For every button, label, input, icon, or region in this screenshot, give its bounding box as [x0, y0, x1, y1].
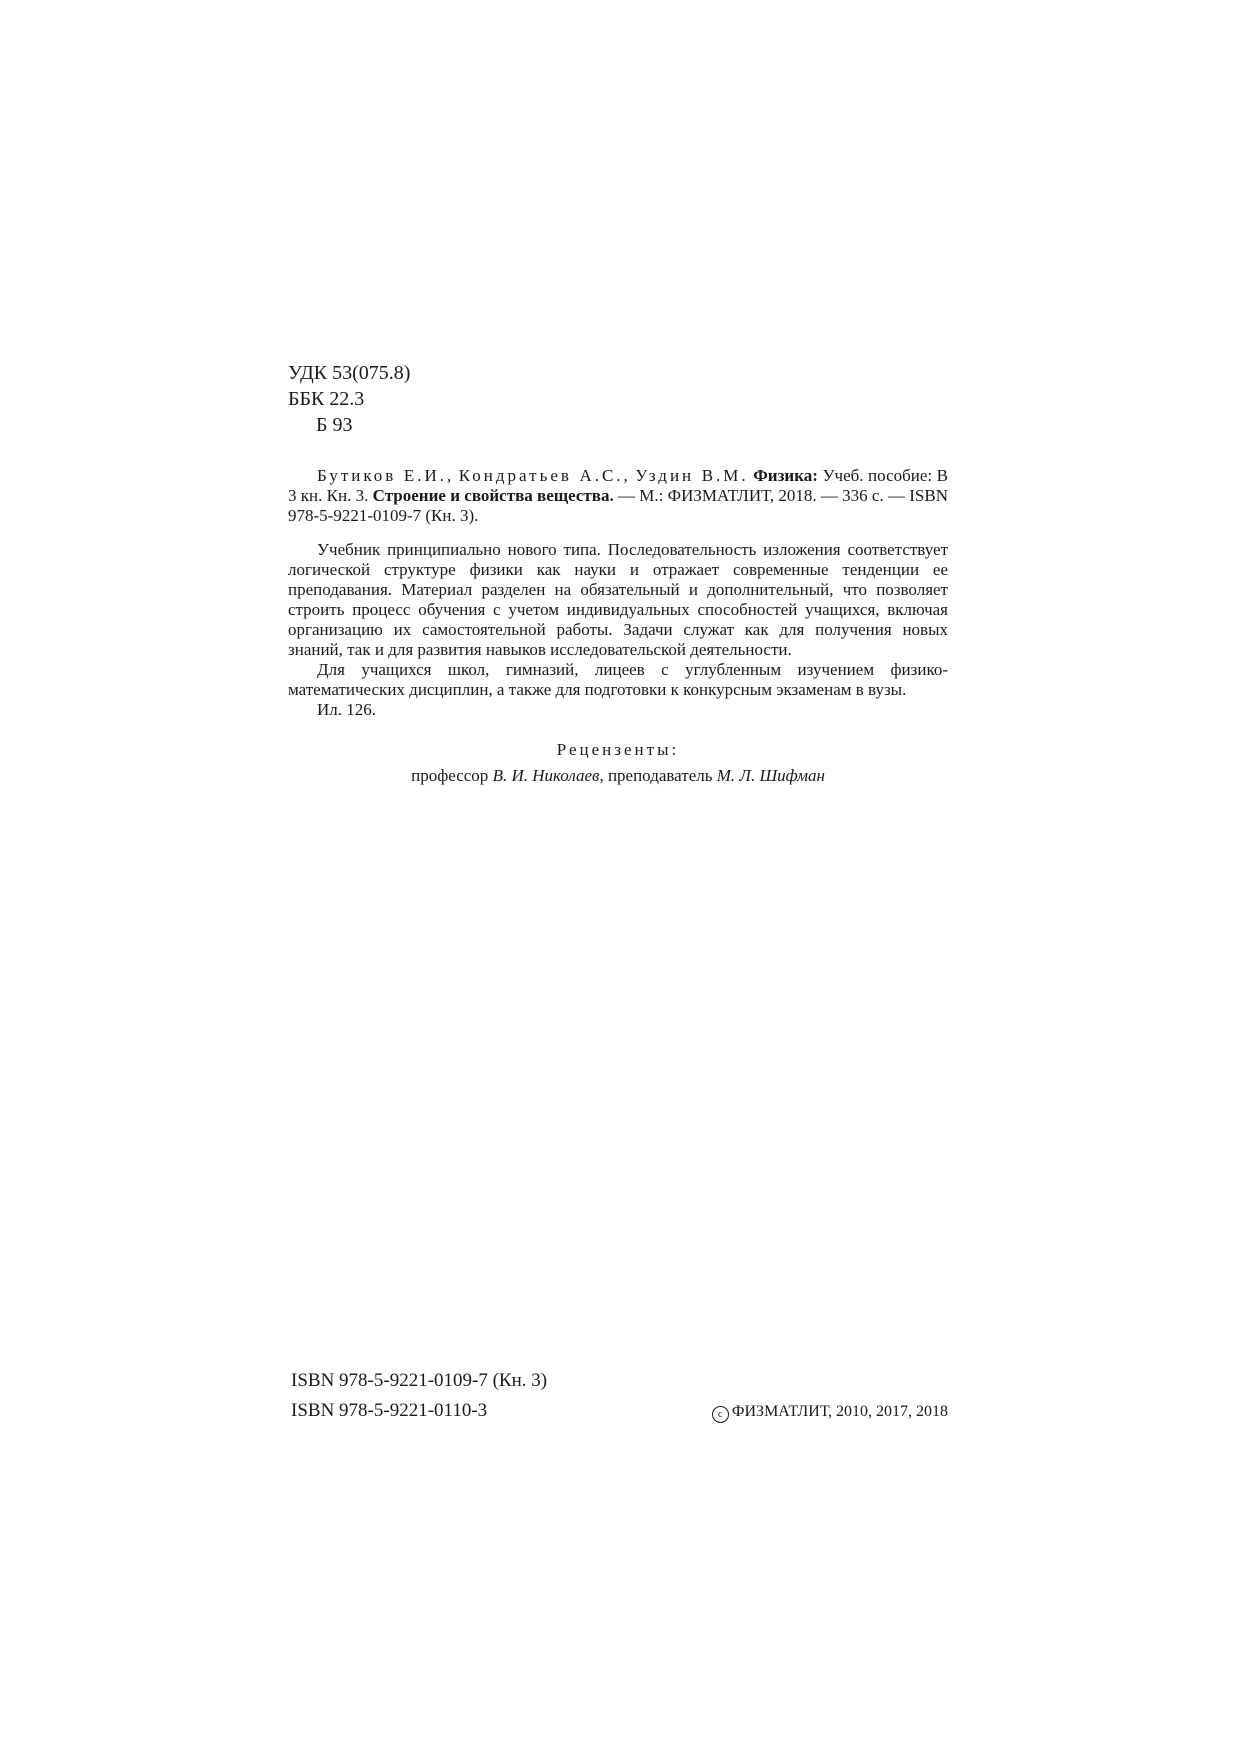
- isbn-book: ISBN 978-5-9221-0109-7 (Кн. 3): [291, 1370, 548, 1391]
- book-series-title: Физика:: [753, 466, 818, 485]
- author-sign: Б 93: [316, 414, 353, 436]
- copyright-notice: [712, 1397, 948, 1427]
- imprint: — М.: ФИЗМАТЛИТ, 2018. — 336 с. — ISBN 978-5-9221-0109-7 (Кн. 3).: [288, 486, 948, 525]
- annotation-paragraph-2: Для учащихся школ, гимназий, лицеев с углубленным изучением физико-математических дисциплин, а также для подготовки к конкурсным экзаменам в вузы.: [288, 660, 948, 699]
- author-2: Кондратьев А.С.,: [458, 466, 631, 485]
- isbn-row-1: [291, 1366, 948, 1396]
- reviewer-1-role: профессор: [411, 766, 489, 785]
- reviewer-1-name: В. И. Николаев: [492, 766, 600, 785]
- copyright-icon: c: [712, 1406, 729, 1423]
- book-subtitle: Учеб. пособие: В 3 кн. Кн. 3.: [288, 466, 949, 505]
- reviewer-2-name: М. Л. Шифман: [716, 766, 825, 785]
- isbn-block: [291, 1366, 948, 1427]
- reviewers-line: [288, 766, 948, 786]
- illustrations-count: Ил. 126.: [317, 700, 377, 719]
- copyright-text: ФИЗМАТЛИТ, 2010, 2017, 2018: [731, 1403, 948, 1420]
- isbn-row-2: [291, 1396, 948, 1427]
- reviewer-separator: , преподаватель: [599, 766, 713, 785]
- main-text: [288, 466, 948, 786]
- udk-code: УДК 53(075.8): [288, 362, 411, 384]
- book-title: Строение и свойства вещества.: [372, 486, 614, 505]
- annotation-paragraph-1: Учебник принципиально нового типа. Последовательность изложения соответствует логической структуре физики как науки и отражает современные тенденции ее преподавания. Материал разделен на обязательный и дополнительный, что позволяет строить процесс обучения с учетом индивидуальных способностей учащихся, включая организацию их самостоятельной работы. Задачи служат как для получения новых знаний, так и для развития навыков исследовательской деятельности.: [288, 540, 948, 659]
- isbn-set: ISBN 978-5-9221-0110-3: [291, 1400, 488, 1421]
- bibliographic-record: [288, 466, 948, 526]
- reviewers-heading: Рецензенты:: [556, 740, 680, 759]
- bbk-code: ББК 22.3: [288, 388, 365, 410]
- author-3: Уздин В.М.: [635, 466, 749, 485]
- author-1: Бутиков Е.И.,: [317, 466, 455, 485]
- classification-block: [288, 360, 410, 438]
